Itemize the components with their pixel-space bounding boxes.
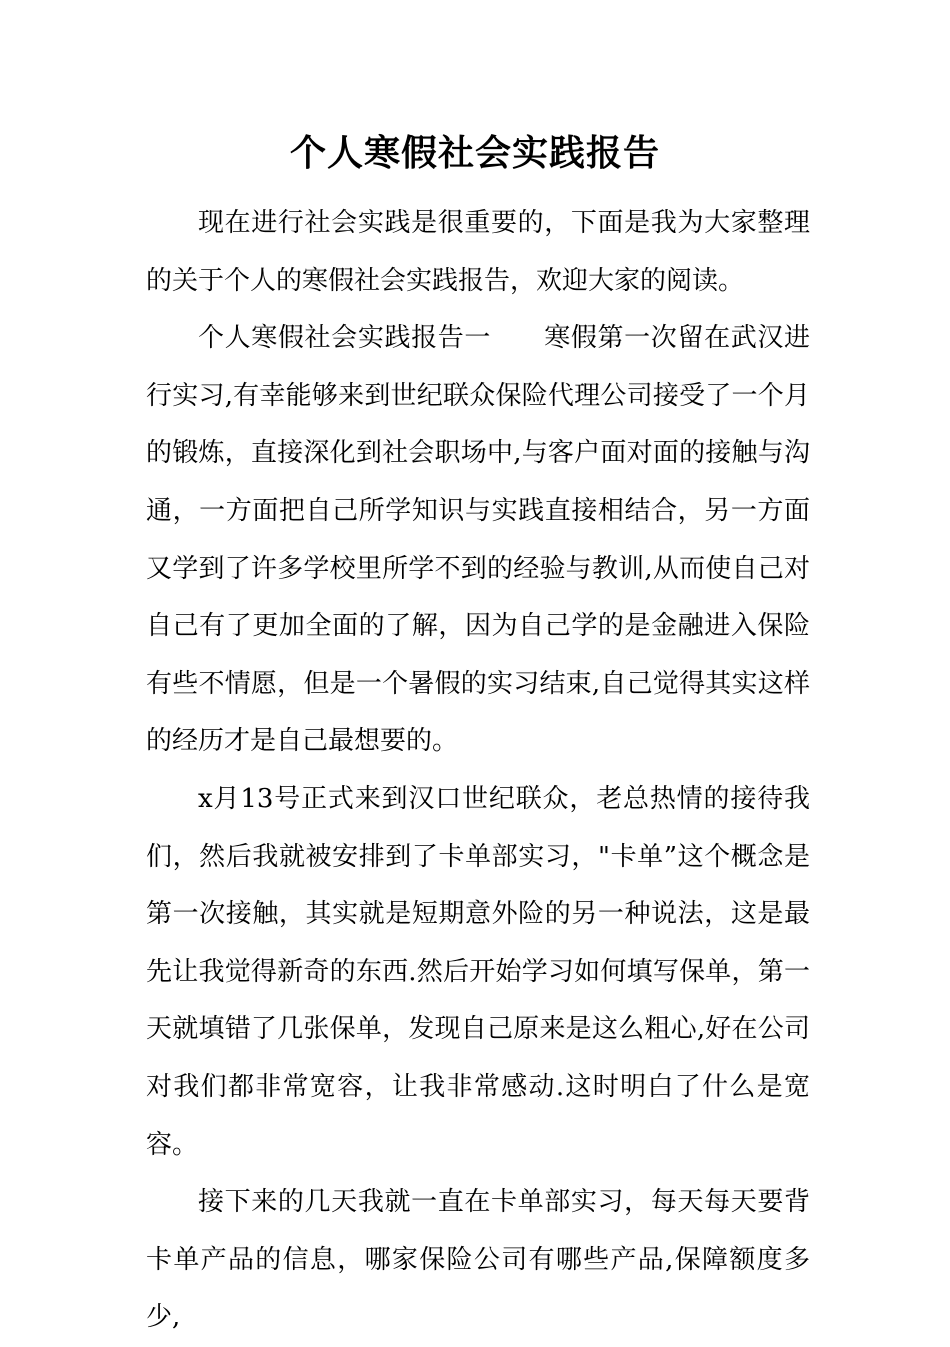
paragraph-first-day: x月13号正式来到汉口世纪联众，老总热情的接待我们，然后我就被安排到了卡单部实习，"卡单”这个概念是第一次接触，其实就是短期意外险的另一种说法，这是最先让我觉得新奇的东西.然后开始学习如何填写保单，第一天就填错了几张保单，发现自己原来是这么粗心,好在公司对我们都非常宽容，让我非常感动.这时明白了什么是宽容。 [146,783,810,1160]
document-title: 个人寒假社会实践报告 [289,132,660,174]
document-body [146,195,810,1347]
paragraph-report-one: 个人寒假社会实践报告一 寒假第一次留在武汉进行实习,有幸能够来到世纪联众保险代理公司接受了一个月的锻炼，直接深化到社会职场中,与客户面对面的接触与沟通，一方面把自己所学知识与实践直接相结合，另一方面又学到了许多学校里所学不到的经验与教训,从而使自己对自己有了更加全面的了解，因为自己学的是金融进入保险有些不情愿，但是一个暑假的实习结束,自己觉得其实这样的经历才是自己最想要的。 [146,323,810,757]
paragraph-intro: 现在进行社会实践是很重要的，下面是我为大家整理的关于个人的寒假社会实践报告，欢迎大家的阅读。 [146,208,810,296]
paragraph-following-days: 接下来的几天我就一直在卡单部实习，每天每天要背卡单产品的信息，哪家保险公司有哪些产品,保障额度多少, [146,1187,810,1333]
